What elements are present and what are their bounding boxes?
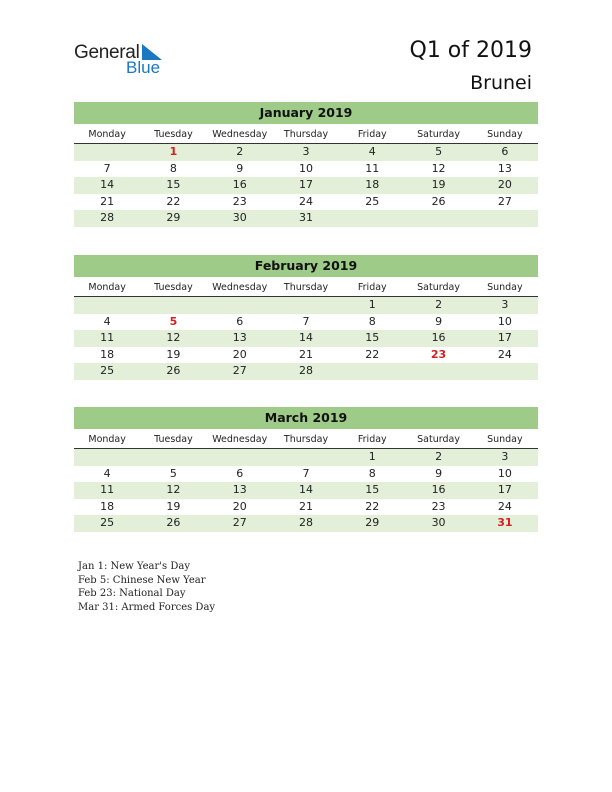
week-row [74, 363, 538, 380]
day-cell: 11 [365, 161, 380, 175]
weekday-label: Friday [357, 129, 387, 140]
day-cell: 12 [166, 331, 181, 344]
week-row [74, 330, 538, 347]
day-cell: 12 [431, 161, 446, 175]
day-cell: 31 [298, 211, 313, 224]
week-row [74, 482, 538, 499]
holiday-note: Feb 5: Chinese New Year [78, 574, 206, 586]
month-calendar-february [74, 255, 538, 380]
day-cell: 18 [100, 347, 115, 361]
day-cell: 27 [232, 364, 247, 377]
day-cell: 26 [166, 516, 181, 529]
day-cell: 1 [368, 450, 376, 463]
day-cell: 2 [435, 450, 443, 463]
day-cell: 17 [497, 483, 512, 496]
day-cell: 20 [232, 499, 247, 513]
day-cell: 14 [298, 483, 313, 496]
day-cell: 19 [166, 499, 181, 513]
day-cell [273, 297, 339, 314]
weekday-label: Wednesday [212, 282, 268, 293]
weekday-label: Thursday [283, 434, 329, 445]
day-cell [74, 449, 140, 466]
month-calendar-march [74, 407, 538, 532]
day-cell: 8 [368, 314, 376, 328]
weekday-label: Sunday [487, 434, 523, 445]
day-cell: 24 [497, 499, 512, 513]
day-cell: 7 [302, 314, 310, 328]
weekday-label: Wednesday [212, 434, 268, 445]
day-cell: 19 [166, 347, 181, 361]
day-cell: 8 [368, 466, 376, 480]
day-cell: 23 [431, 499, 446, 513]
day-cell: 18 [100, 499, 115, 513]
weekday-header-row [74, 279, 538, 297]
day-cell: 24 [497, 347, 512, 361]
weekday-header-row [74, 126, 538, 144]
day-cell: 19 [431, 178, 446, 191]
page-title: Q1 of 2019 [409, 38, 532, 63]
day-cell: 10 [298, 161, 313, 175]
holiday-note: Mar 31: Armed Forces Day [78, 602, 216, 614]
week-row [74, 144, 538, 161]
holiday-day-cell: 5 [169, 314, 178, 328]
day-cell: 13 [497, 161, 512, 175]
day-cell: 17 [497, 331, 512, 344]
day-cell [207, 297, 273, 314]
week-row [74, 466, 538, 483]
day-cell: 26 [166, 364, 181, 377]
day-cell [472, 363, 538, 380]
day-cell: 16 [232, 178, 247, 191]
day-cell: 28 [298, 516, 313, 529]
day-cell [405, 363, 471, 380]
weekday-label: Tuesday [154, 282, 193, 293]
weekday-label: Tuesday [154, 129, 193, 140]
week-row [74, 210, 538, 227]
week-row [74, 449, 538, 466]
weekday-label: Saturday [417, 282, 460, 293]
weekday-label: Sunday [487, 282, 523, 293]
weekday-label: Saturday [417, 129, 460, 140]
day-cell: 3 [501, 298, 509, 311]
day-cell: 8 [169, 161, 177, 175]
day-cell: 20 [232, 347, 247, 361]
day-cell: 22 [365, 347, 380, 361]
day-cell: 23 [232, 194, 247, 208]
day-cell: 13 [232, 483, 247, 496]
day-cell: 3 [302, 145, 310, 158]
weekday-header-row [74, 431, 538, 449]
week-row [74, 499, 538, 516]
day-cell [140, 297, 206, 314]
day-cell: 6 [236, 314, 244, 328]
day-cell [472, 210, 538, 227]
month-calendar-january [74, 102, 538, 227]
day-cell: 4 [368, 145, 376, 158]
day-cell: 21 [298, 347, 313, 361]
day-cell: 2 [236, 145, 244, 158]
day-cell: 14 [298, 331, 313, 344]
holiday-note: Feb 23: National Day [78, 588, 186, 600]
country-name: Brunei [470, 72, 532, 94]
day-cell: 27 [497, 194, 512, 208]
day-cell: 15 [166, 178, 181, 191]
day-cell: 15 [365, 483, 380, 496]
day-cell: 10 [497, 466, 512, 480]
month-title: February 2019 [74, 255, 538, 277]
week-row [74, 314, 538, 331]
day-cell: 30 [431, 516, 446, 529]
day-cell [74, 297, 140, 314]
day-cell [140, 449, 206, 466]
month-title: March 2019 [74, 407, 538, 429]
day-cell: 5 [435, 145, 443, 158]
week-row [74, 347, 538, 364]
day-cell: 26 [431, 194, 446, 208]
day-cell: 21 [100, 194, 115, 208]
day-cell: 11 [100, 483, 115, 496]
holiday-note: Jan 1: New Year's Day [78, 561, 190, 572]
day-cell: 11 [100, 331, 115, 344]
weekday-label: Monday [88, 129, 126, 140]
day-cell: 6 [236, 466, 244, 480]
week-row [74, 297, 538, 314]
day-cell: 16 [431, 483, 446, 496]
weekday-label: Monday [88, 434, 126, 445]
day-cell: 25 [100, 516, 115, 529]
day-cell: 18 [365, 178, 380, 191]
week-row [74, 177, 538, 194]
holiday-day-cell: 31 [497, 516, 513, 529]
weekday-label: Wednesday [212, 129, 268, 140]
month-title: January 2019 [74, 102, 538, 124]
day-cell [405, 210, 471, 227]
day-cell: 29 [365, 516, 380, 529]
day-cell: 16 [431, 331, 446, 344]
day-cell: 4 [103, 466, 111, 480]
weekday-label: Friday [357, 434, 387, 445]
day-cell: 27 [232, 516, 247, 529]
day-cell: 28 [298, 364, 313, 377]
day-cell [207, 449, 273, 466]
logo [74, 42, 184, 82]
week-row [74, 194, 538, 211]
day-cell: 6 [501, 145, 509, 158]
day-cell: 30 [232, 211, 247, 224]
day-cell: 25 [100, 364, 115, 377]
day-cell: 13 [232, 331, 247, 344]
day-cell: 24 [298, 194, 313, 208]
day-cell: 2 [435, 298, 443, 311]
day-cell: 22 [365, 499, 380, 513]
day-cell: 9 [435, 466, 443, 480]
day-cell: 17 [298, 178, 313, 191]
day-cell: 25 [365, 194, 380, 208]
logo-blue-text: Blue [126, 58, 161, 77]
logo-general-text: General [74, 42, 140, 63]
holiday-day-cell: 23 [430, 347, 447, 361]
holiday-notes [78, 560, 215, 615]
weekday-label: Tuesday [154, 434, 193, 445]
day-cell: 29 [166, 211, 181, 224]
day-cell: 14 [100, 178, 115, 191]
day-cell: 4 [103, 314, 111, 328]
day-cell [74, 144, 140, 161]
weekday-label: Friday [357, 282, 387, 293]
day-cell: 28 [100, 211, 115, 224]
day-cell: 15 [365, 331, 380, 344]
weekday-label: Monday [88, 282, 126, 293]
weekday-label: Sunday [487, 129, 523, 140]
week-row [74, 161, 538, 178]
day-cell: 9 [435, 314, 443, 328]
day-cell [273, 449, 339, 466]
day-cell [339, 210, 405, 227]
day-cell: 20 [497, 178, 512, 191]
day-cell: 9 [236, 161, 244, 175]
day-cell: 7 [302, 466, 310, 480]
day-cell: 1 [368, 298, 376, 311]
day-cell: 10 [497, 314, 512, 328]
weekday-label: Saturday [417, 434, 460, 445]
day-cell: 5 [169, 466, 177, 480]
day-cell: 22 [166, 194, 181, 208]
holiday-day-cell: 1 [169, 145, 178, 158]
day-cell: 12 [166, 483, 181, 496]
day-cell: 7 [103, 161, 111, 175]
weekday-label: Thursday [283, 282, 329, 293]
day-cell: 3 [501, 450, 509, 463]
weekday-label: Thursday [283, 129, 329, 140]
day-cell [339, 363, 405, 380]
day-cell: 21 [298, 499, 313, 513]
week-row [74, 515, 538, 532]
